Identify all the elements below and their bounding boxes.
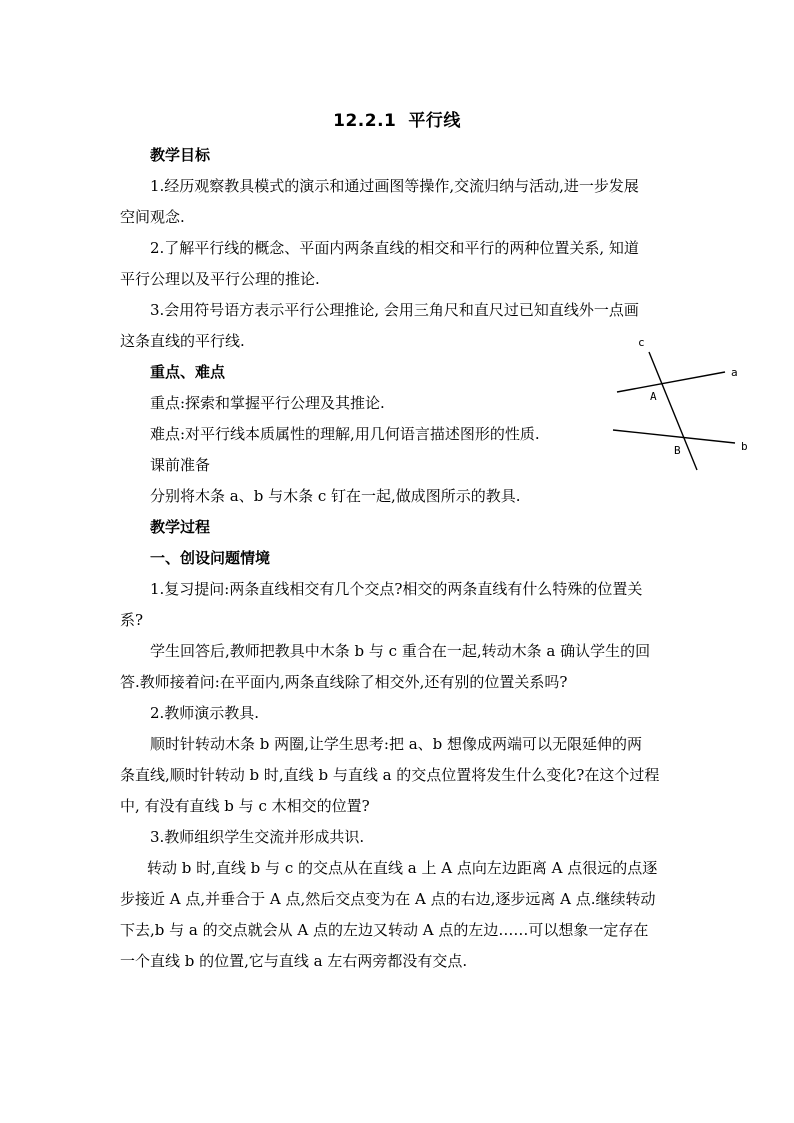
parallel-lines-figure <box>605 330 765 475</box>
line-c <box>649 352 697 470</box>
page-title <box>0 106 794 131</box>
section-number: 12.2.1 <box>333 111 397 131</box>
consensus-line-4: 一个直线 b 的位置,它与直线 a 左右两旁都没有交点. <box>120 952 468 970</box>
demo-line-3: 中, 有没有直线 b 与 c 木相交的位置? <box>120 797 370 815</box>
label-point-B: B <box>674 444 681 457</box>
line-b <box>613 430 735 443</box>
goal-3-line-2: 这条直线的平行线. <box>120 332 245 350</box>
answer-1-line-2: 答.教师接着问:在平面内,两条直线除了相交外,还有别的位置关系吗? <box>120 673 568 691</box>
goal-1-line-1: 1.经历观察教具模式的演示和通过画图等操作,交流归纳与活动,进一步发展 <box>150 177 639 195</box>
goal-3-line-1: 3.会用符号语方表示平行公理推论, 会用三角尺和直尺过已知直线外一点画 <box>150 301 639 319</box>
consensus-line-1: 转动 b 时,直线 b 与 c 的交点从在直线 a 上 A 点向左边距离 A 点很远的点逐 <box>147 859 658 877</box>
demo-line-1: 顺时针转动木条 b 两圈,让学生思考:把 a、b 想像成两端可以无限延伸的两 <box>150 735 643 753</box>
key-points-heading: 重点、难点 <box>150 363 226 381</box>
label-point-A: A <box>650 390 657 403</box>
difficult-point-text: 难点:对平行线本质属性的理解,用几何语言描述图形的性质. <box>150 425 540 443</box>
goal-1-line-2: 空间观念. <box>120 208 185 226</box>
demo-heading: 2.教师演示教具. <box>150 704 260 722</box>
label-a: a <box>731 366 738 379</box>
goals-heading: 教学目标 <box>150 146 211 164</box>
label-b: b <box>741 440 748 453</box>
answer-1-line-1: 学生回答后,教师把教具中木条 b 与 c 重合在一起,转动木条 a 确认学生的回 <box>150 642 651 660</box>
label-c: c <box>638 336 645 349</box>
consensus-line-3: 下去,b 与 a 的交点就会从 A 点的左边又转动 A 点的左边……可以想象一定存在 <box>120 921 649 939</box>
preparation-text: 分别将木条 a、b 与木条 c 钉在一起,做成图所示的教具. <box>150 487 521 505</box>
consensus-heading: 3.教师组织学生交流并形成共识. <box>150 828 365 846</box>
consensus-line-2: 步接近 A 点,并垂合于 A 点,然后交点变为在 A 点的右边,逐步远离 A 点.继续转动 <box>120 890 656 908</box>
goal-2-line-2: 平行公理以及平行公理的推论. <box>120 270 320 288</box>
question-1-line-1: 1.复习提问:两条直线相交有几个交点?相交的两条直线有什么特殊的位置关 <box>150 580 643 598</box>
process-heading: 教学过程 <box>150 518 211 536</box>
figure-svg <box>605 330 765 475</box>
line-a <box>617 372 725 392</box>
part-1-heading: 一、创设问题情境 <box>150 549 271 567</box>
demo-line-2: 条直线,顺时针转动 b 时,直线 b 与直线 a 的交点位置将发生什么变化?在这个过程 <box>120 766 660 784</box>
goal-2-line-1: 2.了解平行线的概念、平面内两条直线的相交和平行的两种位置关系, 知道 <box>150 239 639 257</box>
section-title: 平行线 <box>408 111 461 131</box>
preparation-heading: 课前准备 <box>150 456 211 474</box>
question-1-line-2: 系? <box>120 611 144 629</box>
key-point-text: 重点:探索和掌握平行公理及其推论. <box>150 394 385 412</box>
